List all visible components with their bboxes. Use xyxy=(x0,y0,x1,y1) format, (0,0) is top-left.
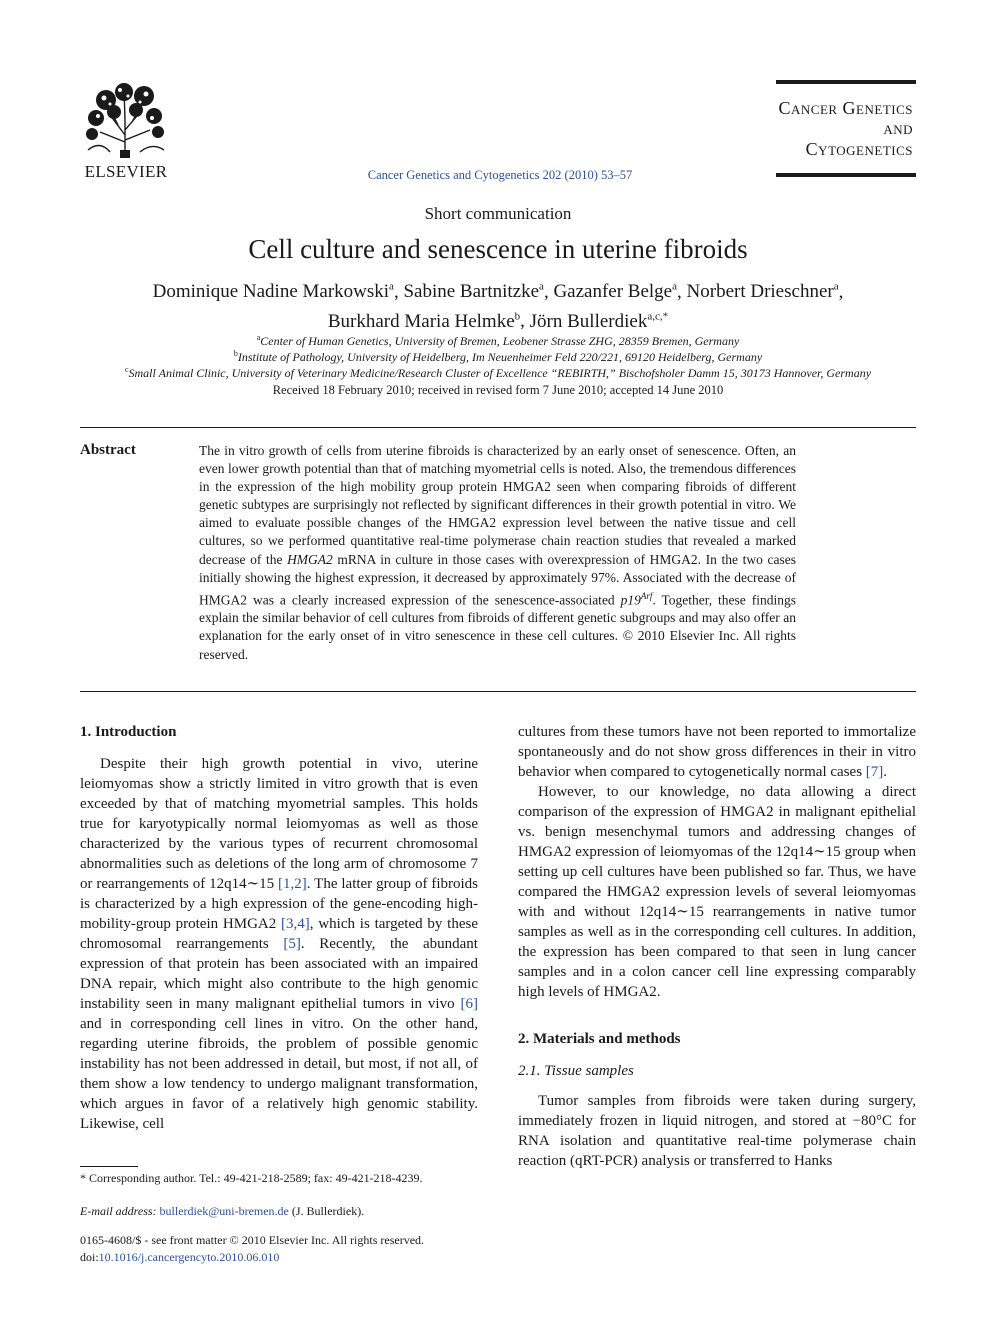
journal-brand-line-3: Cytogenetics xyxy=(805,139,913,159)
citation-link[interactable]: [1,2] xyxy=(278,876,307,892)
intro-paragraph-1-continued: cultures from these tumors have not been reported to immortalize spontaneously and do not show gross differences in their in vitro behavior when compared to cytogenetically normal cases [7]. xyxy=(518,724,916,780)
journal-brand-line-2: and xyxy=(883,118,913,138)
author-email-link[interactable]: bullerdiek@uni-bremen.de xyxy=(159,1204,289,1218)
author[interactable]: Sabine Bartnitzke$^a$ xyxy=(403,281,544,303)
copyright: © 2010 Elsevier Inc. All rights reserved. xyxy=(199,628,797,662)
citation-link[interactable]: [3,4] xyxy=(281,916,310,932)
subsection-heading-tissue-samples: 2.1. Tissue samples xyxy=(518,1063,634,1079)
author[interactable]: Jörn Bullerdiek$^{a,c,*}$ xyxy=(529,310,669,332)
affiliation-c: $^c$Small Animal Clinic, University of Veterinary Medicine/Research Cluster of Excellence “REBIRTH,” Bischofsholer Damm 15, 30173 Hannover, Germany xyxy=(124,365,872,380)
affiliation-a: $^a$Center of Human Genetics, University of Bremen, Leobener Strasse ZHG, 28359 Bremen, Germany xyxy=(256,333,740,348)
abstract-rule-bottom xyxy=(80,691,916,692)
email-footnote: E-mail address: bullerdiek@uni-bremen.de (J. Bullerdiek). xyxy=(80,1204,365,1218)
citation-link[interactable]: [6] xyxy=(460,996,478,1012)
abstract-text: The in vitro growth of cells from uterine fibroids is characterized by an early onset of senescence. Often, an even lower growth potential than that of matching myometrial cells is noted. Also, the tremendous differences in the expression of the high mobility group protein HMGA2 seen when comparing fibroids of different genetic subtypes are surprisingly not reflected by significant differences in their growth potential in vitro. We aimed to evaluate possible changes of the HMGA2 expression level between the native tissue and cell cultures, so we performed quantitative real-time polymerase chain reaction studies that revealed a marked decrease of the HMGA2 mRNA in culture in those cases with overexpression of HMGA2. In the two cases initially showing the highest expression, it decreased by approximately 97%. Associated with the decrease of HMGA2 was a clearly increased expression of the senescence-associated $p19^{Arf}$. Together, these findings explain the similar behavior of cell cultures from fibroids of different genetic subgroups and may also offer an explanation for the early onset of in vitro senescence in these cell cultures. © 2010 Elsevier Inc. All rights reserved. xyxy=(199,443,797,662)
article-type: Short communication xyxy=(424,204,572,223)
journal-citation-link[interactable]: Cancer Genetics and Cytogenetics 202 (2010) 53–57 xyxy=(367,168,633,182)
abstract-rule-top xyxy=(80,427,916,428)
body-column-right xyxy=(518,722,916,1171)
article-dates: Received 18 February 2010; received in revised form 7 June 2010; accepted 14 June 2010 xyxy=(272,383,724,397)
author-list: Dominique Nadine Markowski$^a$, Sabine Bartnitzke$^a$, Gazanfer Belge$^a$, Norbert Drieschner$^a$, Burkhard Maria Helmke$^b$, Jörn Bullerdiek$^{a,c,*}$ xyxy=(152,281,844,332)
doi-link[interactable]: 10.1016/j.cancergencyto.2010.06.010 xyxy=(98,1250,280,1264)
abstract-label: Abstract xyxy=(80,442,136,458)
elsevier-tree-logo xyxy=(80,80,170,160)
article-title: Cell culture and senescence in uterine fibroids xyxy=(248,234,748,264)
intro-paragraph-2: However, to our knowledge, no data allowing a direct comparison of the expression of HMGA2 in malignant epithelial vs. benign mesenchymal tumors and addressing changes of HMGA2 expression of leiomyomas of the 12q14∼15 group when setting up cell cultures have been published so far. Thus, we have compared the HMGA2 expression levels of several leiomyomas with and without 12q14∼15 rearrangements in native tumor samples as well as in the corresponding cell cultures. In addition, the expression has been compared to that seen in lung cancer samples and in a colon cancer cell line expressing comparably high levels of HMGA2. xyxy=(518,784,916,1000)
brand-rule-top xyxy=(776,80,916,84)
citation-link[interactable]: [7] xyxy=(865,764,884,780)
footnote-rule xyxy=(80,1166,138,1167)
author[interactable]: Dominique Nadine Markowski$^a$ xyxy=(152,281,394,303)
corresponding-author-footnote: * Corresponding author. Tel.: 49-421-218-2589; fax: 49-421-218-4239. xyxy=(80,1171,423,1185)
journal-brand-line-1: Cancer Genetics xyxy=(778,98,913,118)
doi-line: doi:10.1016/j.cancergencyto.2010.06.010 xyxy=(80,1250,280,1264)
section-heading-introduction: 1. Introduction xyxy=(80,724,177,740)
affiliation-b: $^b$Institute of Pathology, University of Heidelberg, Im Neuenheimer Feld 220/221, 69120 Heidelberg, Germany xyxy=(233,349,763,364)
section-heading-methods: 2. Materials and methods xyxy=(518,1031,681,1047)
body-column-left xyxy=(80,722,478,1154)
author[interactable]: Burkhard Maria Helmke$^b$ xyxy=(327,310,521,332)
author[interactable]: Norbert Drieschner$^a$ xyxy=(686,281,839,303)
citation-link[interactable]: [5] xyxy=(283,936,301,952)
methods-paragraph-1: Tumor samples from fibroids were taken during surgery, immediately frozen in liquid nitrogen, and stored at −80°C for RNA isolation and quantitative real-time polymerase chain reaction (qRT-PCR) analysis or transferred to Hanks xyxy=(518,1093,916,1169)
publisher-wordmark: ELSEVIER xyxy=(84,162,168,181)
issn-line: 0165-4608/$ - see front matter © 2010 Elsevier Inc. All rights reserved. xyxy=(80,1233,425,1247)
author[interactable]: Gazanfer Belge$^a$ xyxy=(553,281,678,303)
brand-rule-bottom xyxy=(776,173,916,177)
intro-paragraph-1: Despite their high growth potential in vivo, uterine leiomyomas show a strictly limited in vitro growth that is even exceeded by that of matching myometrial samples. This holds true for karyotypically normal leiomyomas as well as those characterized by the various types of recurrent chromosomal abnormalities such as deletions of the long arm of chromosome 7 or rearrangements of 12q14∼15 [1,2]. The latter group of fibroids is characterized by a high expression of the gene-encoding high-mobility-group protein HMGA2 [3,4], which is targeted by these chromosomal rearrangements [5]. Recently, the abundant expression of that protein has been associated with an impaired DNA repair, which might also contribute to the high genomic instability seen in many malignant epithelial tumors in vivo [6] and in corresponding cell lines in vitro. On the other hand, regarding uterine fibroids, the problem of possible genomic instability has not been addressed in detail, but most, if not all, of them show a low tendency to undergo malignant transformation, which argues in favor of a relatively high genomic stability. Likewise, cell xyxy=(80,756,478,1132)
